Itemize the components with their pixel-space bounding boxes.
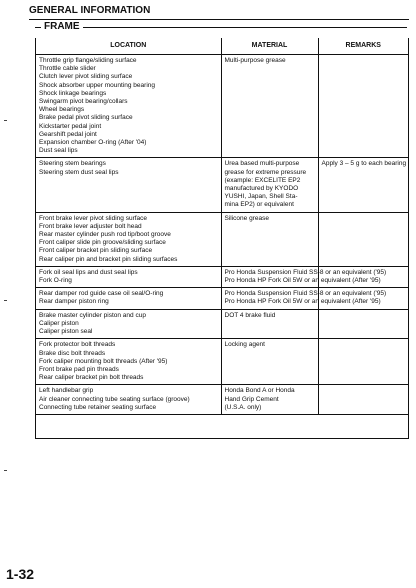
column-header-location: LOCATION (36, 38, 221, 55)
page-edge-mark (4, 300, 7, 301)
table-row (36, 339, 408, 385)
table-cell-location (36, 266, 221, 287)
material-line: (example: EXCELITE EP2 (224, 176, 301, 184)
location-line: Throttle grip flange/sliding surface (39, 57, 137, 64)
location-line: Steering stem dust seal lips (39, 168, 119, 176)
location-line: Front caliper bracket pin sliding surface (39, 247, 153, 255)
table-row (36, 309, 408, 339)
material-line: YUSHI, Japan, Shell Sta- (224, 193, 298, 201)
location-line: Rear damper rod guide case oil seal/O-ring (39, 290, 164, 298)
material-line: Honda Bond A or Honda (224, 387, 295, 395)
location-line: Rear caliper bracket pin bolt threads (39, 374, 144, 382)
table-cell-location (36, 55, 221, 158)
material-line: Multi-purpose grease (224, 57, 286, 64)
material-line: Pro Honda HP Fork Oil 5W or an equivalent (After '95) (224, 277, 381, 285)
location-line: Wheel bearings (39, 106, 85, 114)
location-line: Rear caliper pin and bracket pin sliding surfaces (39, 255, 178, 263)
material-line: Urea based multi-purpose (224, 160, 300, 168)
page-header (29, 5, 409, 20)
location-line: Expansion chamber O-ring (After '04) (39, 139, 147, 147)
location-line: Brake pedal pivot sliding surface (39, 114, 133, 122)
section-title: FRAME (41, 21, 83, 33)
table-header-row (36, 38, 408, 55)
table-cell-remarks (318, 339, 408, 385)
material-line: Hand Grip Cement (224, 395, 279, 403)
table-row (36, 55, 408, 158)
location-line: Kickstarter pedal joint (39, 122, 102, 130)
page-header-title: GENERAL INFORMATION (29, 5, 151, 16)
location-line: Air cleaner connecting tube seating surface (groove) (39, 395, 190, 403)
table-cell-location (36, 288, 221, 309)
location-line: Steering stem bearings (39, 160, 106, 168)
material-line: Locking agent (224, 341, 265, 349)
section-rule (35, 27, 407, 28)
location-line: Shock absorber upper mounting bearing (39, 81, 155, 89)
material-line: manufactured by KYODO (224, 185, 299, 193)
material-line: Silicone grease (224, 214, 269, 222)
location-line: Front brake lever pivot sliding surface (39, 214, 148, 222)
table-cell-remarks (318, 309, 408, 339)
table-cell-remarks (318, 158, 408, 212)
material-line: Pro Honda Suspension Fluid SS-8 or an equivalent ('95) (224, 268, 387, 276)
table-row (36, 158, 408, 212)
location-line: Shock linkage bearings (39, 89, 107, 97)
material-line: grease for extreme pressure (224, 168, 307, 176)
page-number: 1-32 (6, 566, 35, 582)
table-cell-material (221, 158, 318, 212)
location-line: Front caliper slide pin groove/sliding surface (39, 239, 166, 247)
location-line: Connecting tube retainer seating surface (39, 403, 157, 411)
column-header-remarks: REMARKS (318, 38, 408, 55)
page-edge-mark (4, 120, 7, 121)
table-cell-material (221, 288, 387, 309)
lubrication-table (35, 38, 409, 439)
material-line: DOT 4 brake fluid (224, 311, 276, 319)
table-cell-remarks (318, 212, 408, 266)
location-line: Throttle cable slider (39, 65, 96, 73)
lubrication-table-grid (36, 38, 408, 415)
material-line: Pro Honda HP Fork Oil 5W or an equivalent (After '95) (224, 298, 381, 306)
table-cell-location (36, 212, 221, 266)
page-edge-mark (4, 470, 7, 471)
column-header-material: MATERIAL (221, 38, 318, 55)
remarks-line: Apply 3 – 5 g to each bearing (321, 160, 407, 168)
location-line: Brake disc bolt threads (39, 349, 106, 357)
location-line: Clutch lever pivot sliding surface (39, 73, 133, 81)
table-row (36, 288, 408, 309)
table-cell-location (36, 309, 221, 339)
table-cell-material (221, 339, 318, 385)
location-line: Front brake lever adjuster bolt head (39, 222, 142, 230)
table-cell-remarks (318, 55, 408, 158)
location-line: Rear master cylinder push rod tip/boot groove (39, 231, 171, 239)
location-line: Rear damper piston ring (39, 298, 109, 306)
table-cell-material (221, 385, 318, 415)
location-line: Dust seal lips (39, 147, 78, 155)
table-cell-location (36, 339, 221, 385)
material-line: Pro Honda Suspension Fluid SS-8 or an equivalent ('95) (224, 290, 387, 298)
location-line: Left handlebar grip (39, 387, 94, 395)
location-line: Swingarm pivot bearing/collars (39, 98, 128, 106)
table-cell-remarks (318, 385, 408, 415)
table-body (36, 55, 408, 415)
table-row (36, 385, 408, 415)
location-line: Caliper piston (39, 319, 79, 327)
table-cell-location (36, 158, 221, 212)
location-line: Fork protector bolt threads (39, 341, 116, 349)
location-line: Caliper piston seal (39, 328, 93, 336)
section-heading (35, 21, 407, 34)
table-cell-location (36, 385, 221, 415)
location-line: Fork caliper mounting bolt threads (After '95) (39, 357, 168, 365)
table-cell-material (221, 212, 318, 266)
material-line: (U.S.A. only) (224, 403, 262, 411)
location-line: Brake master cylinder piston and cup (39, 311, 146, 319)
table-cell-material (221, 266, 387, 287)
location-line: Front brake pad pin threads (39, 365, 119, 373)
material-line: mina EP2) or equivalent (224, 201, 294, 209)
table-row (36, 212, 408, 266)
table-cell-material (221, 309, 318, 339)
table-cell-material (221, 55, 318, 158)
location-line: Gearshift pedal joint (39, 130, 97, 138)
table-row (36, 266, 408, 287)
location-line: Fork oil seal lips and dust seal lips (39, 268, 138, 276)
location-line: Fork O-ring (39, 277, 72, 285)
